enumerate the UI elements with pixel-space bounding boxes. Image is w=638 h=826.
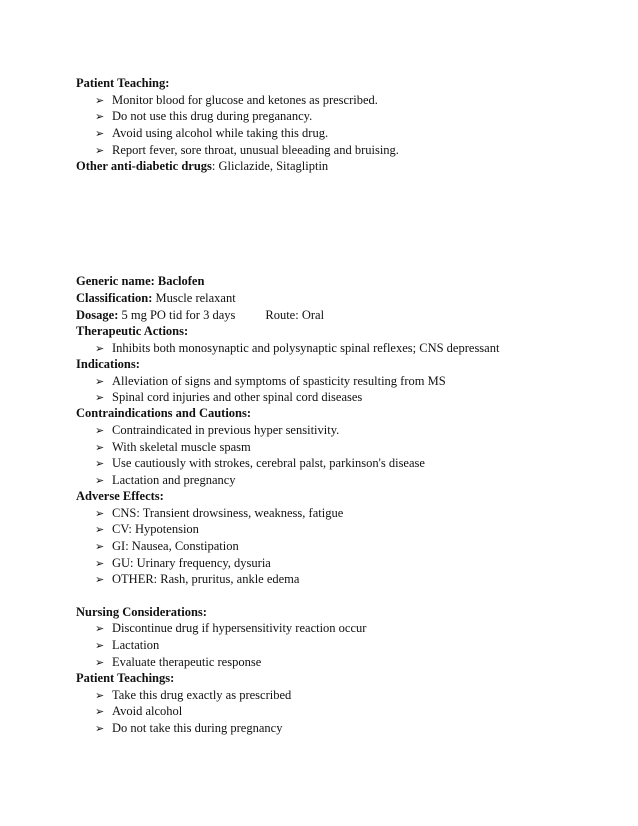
indications-heading: Indications:	[76, 357, 140, 371]
arrow-bullet-icon: ➢	[95, 342, 105, 355]
list-item: ➢ With skeletal muscle spasm	[95, 440, 251, 454]
generic-name: Generic name: Baclofen	[76, 274, 205, 288]
adverse-effects-heading: Adverse Effects:	[76, 489, 164, 503]
list-item: ➢ OTHER: Rash, pruritus, ankle edema	[95, 572, 300, 586]
arrow-bullet-icon: ➢	[95, 722, 105, 735]
arrow-bullet-icon: ➢	[95, 110, 105, 123]
arrow-bullet-icon: ➢	[95, 474, 105, 487]
other-anti-diabetic-drugs: Other anti-diabetic drugs: Gliclazide, Sitagliptin	[76, 159, 329, 173]
patient-teachings-heading: Patient Teachings:	[76, 671, 175, 685]
list-item: ➢ GU: Urinary frequency, dysuria	[95, 556, 271, 570]
list-item: ➢ Avoid alcohol	[95, 704, 183, 718]
arrow-bullet-icon: ➢	[95, 127, 105, 140]
arrow-bullet-icon: ➢	[95, 94, 105, 107]
list-item: ➢ Evaluate therapeutic response	[95, 655, 262, 669]
list-item: ➢ Inhibits both monosynaptic and polysynaptic spinal reflexes; CNS depressant	[95, 341, 500, 355]
route: Route: Oral	[265, 308, 325, 322]
list-item: ➢ Lactation and pregnancy	[95, 473, 236, 487]
list-item: ➢ Do not take this during pregnancy	[95, 721, 283, 735]
patient-teaching-heading: Patient Teaching:	[76, 76, 170, 90]
list-item: ➢ Avoid using alcohol while taking this drug.	[95, 126, 329, 140]
classification: Classification: Muscle relaxant	[76, 291, 236, 305]
list-item: ➢ Take this drug exactly as prescribed	[95, 688, 292, 702]
nursing-considerations-heading: Nursing Considerations:	[76, 605, 207, 619]
list-item: ➢ Alleviation of signs and symptoms of spasticity resulting from MS	[95, 374, 446, 388]
arrow-bullet-icon: ➢	[95, 573, 105, 586]
list-item: ➢ Do not use this drug during preganancy.	[95, 109, 313, 123]
arrow-bullet-icon: ➢	[95, 689, 105, 702]
list-item: ➢ Lactation	[95, 638, 160, 652]
arrow-bullet-icon: ➢	[95, 656, 105, 669]
list-item: ➢ Monitor blood for glucose and ketones as prescribed.	[95, 93, 378, 107]
list-item: ➢ GI: Nausea, Constipation	[95, 539, 239, 553]
list-item: ➢ Spinal cord injuries and other spinal cord diseases	[95, 390, 363, 404]
list-item: ➢ Use cautiously with strokes, cerebral palst, parkinson's disease	[95, 456, 425, 470]
arrow-bullet-icon: ➢	[95, 507, 105, 520]
arrow-bullet-icon: ➢	[95, 424, 105, 437]
arrow-bullet-icon: ➢	[95, 639, 105, 652]
arrow-bullet-icon: ➢	[95, 557, 105, 570]
arrow-bullet-icon: ➢	[95, 705, 105, 718]
list-item: ➢ Report fever, sore throat, unusual bleeading and bruising.	[95, 143, 399, 157]
list-item: ➢ CV: Hypotension	[95, 522, 199, 536]
dosage: Dosage: 5 mg PO tid for 3 days Route: Oral	[76, 308, 325, 322]
arrow-bullet-icon: ➢	[95, 457, 105, 470]
arrow-bullet-icon: ➢	[95, 144, 105, 157]
arrow-bullet-icon: ➢	[95, 441, 105, 454]
list-item: ➢ CNS: Transient drowsiness, weakness, fatigue	[95, 506, 344, 520]
therapeutic-actions-heading: Therapeutic Actions:	[76, 324, 189, 338]
arrow-bullet-icon: ➢	[95, 391, 105, 404]
arrow-bullet-icon: ➢	[95, 375, 105, 388]
arrow-bullet-icon: ➢	[95, 523, 105, 536]
contraindications-heading: Contraindications and Cautions:	[76, 406, 252, 420]
arrow-bullet-icon: ➢	[95, 622, 105, 635]
arrow-bullet-icon: ➢	[95, 540, 105, 553]
list-item: ➢ Discontinue drug if hypersensitivity reaction occur	[95, 621, 367, 635]
list-item: ➢ Contraindicated in previous hyper sensitivity.	[95, 423, 340, 437]
